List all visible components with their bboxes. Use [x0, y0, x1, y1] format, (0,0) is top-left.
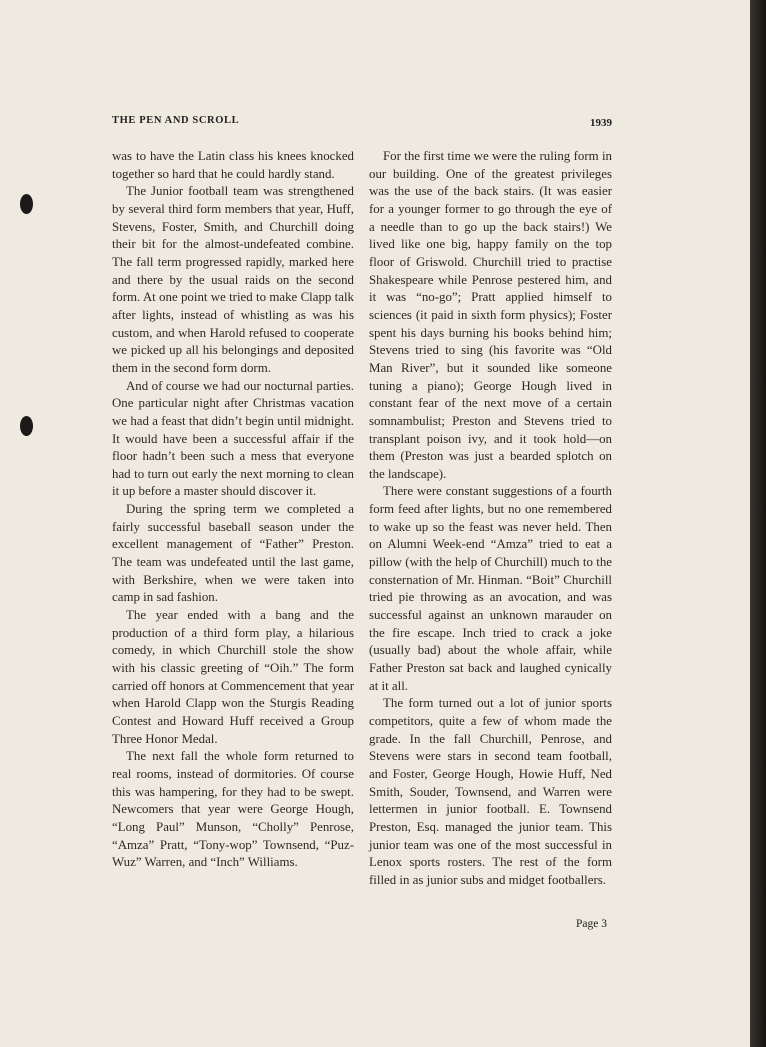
binder-hole — [20, 416, 33, 436]
paragraph: was to have the Latin class his knees knocked together so hard that he could hardly stand. — [112, 149, 354, 181]
page-number: Page 3 — [576, 918, 607, 930]
page-edge-shadow — [750, 0, 766, 1047]
left-text-column — [112, 148, 354, 872]
paragraph: The next fall the whole form returned to real rooms, instead of dormitories. Of course this was hampering, for they had to be swept. Newcomers that year were George Hough, “Long Paul” Munson, “Cholly” Penrose, “Amza” Pratt, “Tony-wop” Townsend, “Puz-Wuz” Warren, and “Inch” Williams. — [112, 749, 354, 870]
paragraph: The year ended with a bang and the production of a third form play, a hilarious comedy, in which Churchill stole the show with his classic greeting of “Oih.” The form carried off honors at Commencement that year when Harold Clapp won the Sturgis Reading Contest and Howard Huff received a Group Three Honor Medal. — [112, 608, 354, 746]
publication-title: THE PEN AND SCROLL — [112, 115, 240, 126]
binder-hole — [20, 194, 33, 214]
paragraph: And of course we had our nocturnal parties. One particular night after Christmas vacation we had a feast that didn’t begin until midnight. It would have been a successful affair if the floor hadn’t been such a mess that everyone had to turn out early the next morning to clean it up before a master should discover it. — [112, 378, 354, 499]
paragraph: The Junior football team was strengthened by several third form members that year, Huff, Stevens, Foster, Smith, and Churchill doing their bit for the almost-undefeated combine. The fall term progressed rapidly, marked here and there by the usual raids on the second form. At one point we tried to make Clapp talk after lights, instead of whistling as was his custom, and when Harold refused to cooperate we picked up all his belongings and deposited them in the second form dorm. — [112, 184, 354, 375]
paragraph: There were constant suggestions of a fourth form feed after lights, but no one remembered to wake up so the feast was never held. Then on Alumni Week-end “Amza” tried to eat a pillow (with the help of Churchill) much to the consternation of Mr. Hinman. “Boit” Churchill tried pie throwing as an avocation, and was successful against an unknown marauder on the fire escape. Inch tried to crack a joke (usually bad) about the whole affair, while Father Preston sat back and laughed cynically at it all. — [369, 484, 612, 693]
paragraph: During the spring term we completed a fairly successful baseball season under the excellent management of “Father” Preston. The team was undefeated until the last game, with Berkshire, when we were taken into camp in sad fashion. — [112, 502, 354, 605]
paragraph: For the first time we were the ruling form in our building. One of the greatest privileges was the use of the back stairs. (It was easier for a younger former to go through the eye of a needle than to go up the back stairs!) We lived like one big, happy family on the top floor of Griswold. Churchill tried to practise Shakespeare while Penrose pestered him, and it was “no-go”; Pratt applied himself to sciences (it paid in sixth form physics); Foster spent his days burning his books behind him; Stevens tried to sing (his favorite was “Old Man River”, but it sounded like someone tuning a piano); George Hough lived in constant fear of the next move of a certain somnambulist; Preston and Stevens tried to transplant poison ivy, and it took hold—on them (Preston was just a bearded splotch on the landscape). — [369, 149, 612, 481]
right-text-column — [369, 148, 612, 890]
paragraph: The form turned out a lot of junior sports competitors, quite a few of whom made the grade. In the fall Churchill, Penrose, and Stevens were stars in second team football, and Foster, George Hough, Howie Huff, Ned Smith, Souder, Townsend, and Warren were lettermen in junior football. E. Townsend Preston, Esq. managed the junior team. This junior team was one of the most successful in Lenox sports rosters. The rest of the form filled in as junior subs and midget footballers. — [369, 696, 612, 887]
publication-year: 1939 — [590, 117, 612, 129]
